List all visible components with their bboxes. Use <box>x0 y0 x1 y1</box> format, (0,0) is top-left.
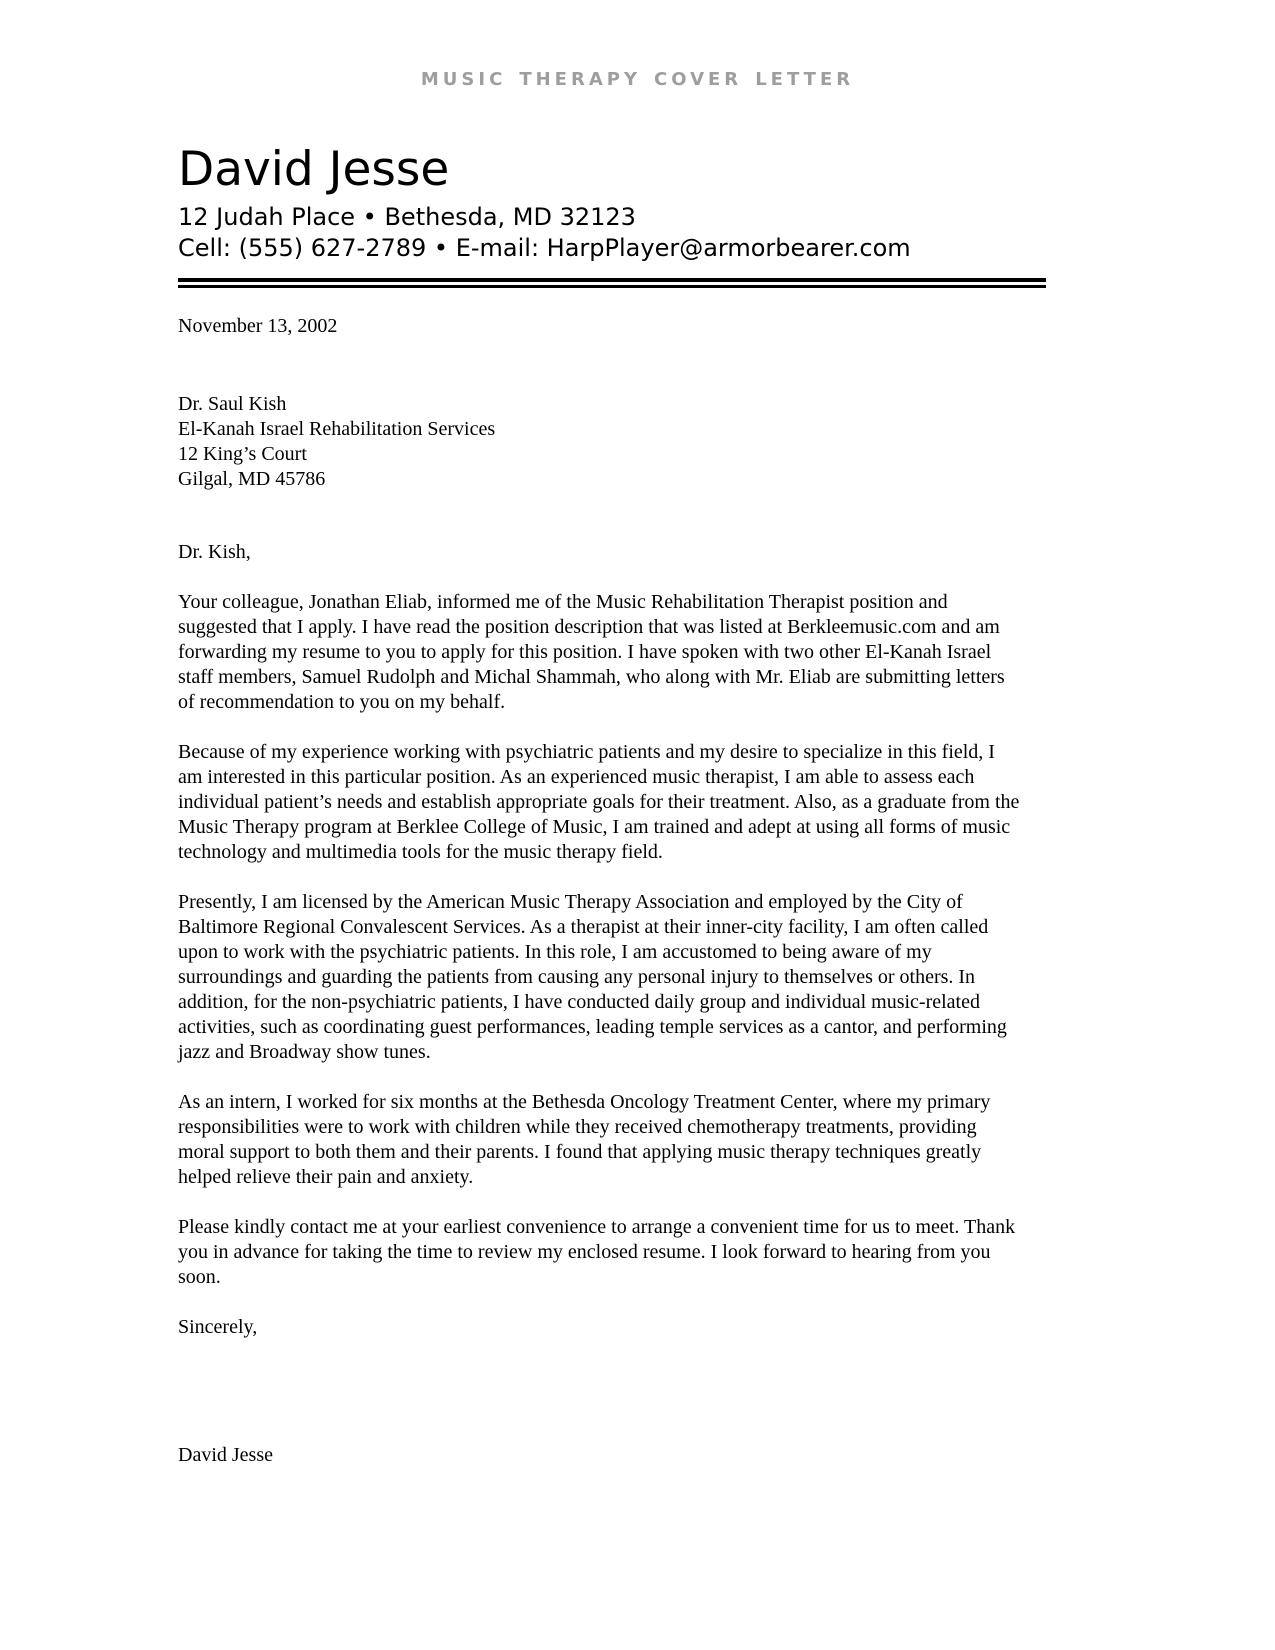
paragraph-call-to-action: Please kindly contact me at your earliest convenience to arrange a convenient time for us to meet. Thank you in advance for taking the time to review my enclosed resume. I look forward to hearing from you soon. <box>178 1215 1016 1288</box>
recipient-organization: El-Kanah Israel Rehabilitation Services <box>178 417 496 440</box>
recipient-city: Gilgal, MD 45786 <box>178 467 326 490</box>
sender-contact: Cell: (555) 627-2789 • E-mail: HarpPlayer@armorbearer.com <box>178 233 911 262</box>
signature-name: David Jesse <box>178 1443 273 1466</box>
document-title: music therapy cover letter <box>420 62 855 92</box>
recipient-block <box>178 392 1023 492</box>
letter-body <box>178 314 1023 1468</box>
recipient-name: Dr. Saul Kish <box>178 392 287 415</box>
letter-date: November 13, 2002 <box>178 314 338 337</box>
letterhead <box>178 144 1046 288</box>
salutation: Dr. Kish, <box>178 540 251 563</box>
paragraph-experience: Because of my experience working with psychiatric patients and my desire to specialize in this field, I am interested in this particular position. As an experienced music therapist, I am able to assess each individual patient’s needs and establish appropriate goals for their treatment. Also, as a graduate from the Music Therapy program at Berklee College of Music, I am trained and adept at using all forms of music technology and multimedia tools for the music therapy field. <box>178 740 1020 863</box>
closing: Sincerely, <box>178 1315 258 1338</box>
header-divider <box>178 278 1046 288</box>
sender-name: David Jesse <box>178 142 450 197</box>
paragraph-introduction: Your colleague, Jonathan Eliab, informed me of the Music Rehabilitation Therapist position and suggested that I apply. I have read the position description that was listed at Berkleemusic.com and am forwarding my resume to you to apply for this position. I have spoken with two other El-Kanah Israel staff members, Samuel Rudolph and Michal Shammah, who along with Mr. Eliab are submitting letters of recommendation to you on my behalf. <box>178 590 1005 713</box>
recipient-street: 12 King’s Court <box>178 442 307 465</box>
paragraph-current-role: Presently, I am licensed by the American Music Therapy Association and employed by the City of Baltimore Regional Convalescent Services. As a therapist at their inner-city facility, I am often called upon to work with the psychiatric patients. In this role, I am accustomed to being aware of my surroundings and guarding the patients from causing any personal injury to themselves or others. In addition, for the non-psychiatric patients, I have conducted daily group and individual music-related activities, such as coordinating guest performances, leading temple services as a cantor, and performing jazz and Broadway show tunes. <box>178 890 1007 1063</box>
letter-content <box>178 144 1046 1468</box>
sender-address: 12 Judah Place • Bethesda, MD 32123 <box>178 202 636 231</box>
paragraph-internship: As an intern, I worked for six months at the Bethesda Oncology Treatment Center, where my primary responsibilities were to work with children while they received chemotherapy treatments, providing moral support to both them and their parents. I found that applying music therapy techniques greatly helped relieve their pain and anxiety. <box>178 1090 991 1188</box>
